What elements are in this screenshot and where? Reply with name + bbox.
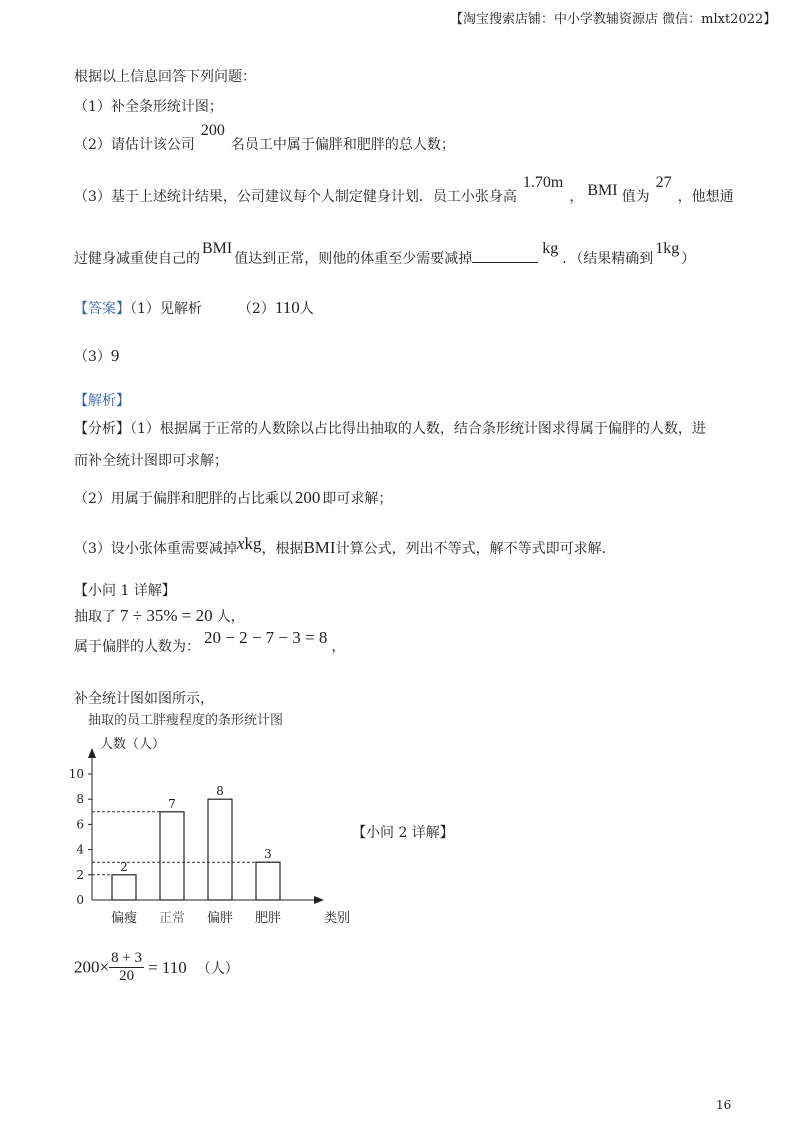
bar xyxy=(256,862,280,900)
sub1-l1a: 抽取了 xyxy=(74,609,116,625)
answer-2-value: 110 xyxy=(274,298,300,317)
x-tick-label: 偏胖 xyxy=(206,911,234,926)
q3-comma: ， xyxy=(569,189,584,205)
analysis-p3unit: kg xyxy=(244,534,262,553)
sub1-l1b: 人， xyxy=(216,609,245,625)
bar xyxy=(112,875,136,900)
q3-text-2c: ．（结果精确到 xyxy=(562,251,654,267)
analysis-p1a xyxy=(74,418,706,438)
x-tick-label: 正常 xyxy=(158,911,186,926)
y-tick-label: 0 xyxy=(76,893,84,907)
intro-text: 根据以上信息回答下列问题： xyxy=(74,69,256,85)
q3-text-a: （3）基于上述统计结果，公司建议每个人制定健身计划．员工小张身高 xyxy=(74,189,517,205)
question-2-suffix: 名员工中属于偏胖和肥胖的总人数； xyxy=(230,137,455,153)
y-tick-label: 10 xyxy=(68,767,84,781)
q3-text-2a: 过健身减重使自己的 xyxy=(74,251,200,267)
q3-height: 1.70m xyxy=(522,174,564,191)
q3-bmi-value: 27 xyxy=(655,174,672,191)
bar-value-label: 8 xyxy=(216,784,224,799)
answer-line-2 xyxy=(74,346,119,366)
answer-line-1 xyxy=(74,298,314,318)
analysis-p1b: 而补全统计图即可求解； xyxy=(74,453,228,469)
y-tick-label: 6 xyxy=(76,817,84,832)
question-3-line-2 xyxy=(74,240,696,268)
answer-tag: 【答案】 xyxy=(74,301,130,317)
analysis-p2a: （2）用属于偏胖和肥胖的占比乘以 xyxy=(74,491,293,507)
analysis-p1a-text: （1）根据属于正常的人数除以占比得出抽取的人数，结合条形统计图求得属于偏胖的人数，进 xyxy=(130,421,706,437)
question-2-prefix: （2）请估计该公司 xyxy=(74,137,195,153)
sub1-line-2 xyxy=(74,628,346,656)
q3-text-2b: 值达到正常，则他的体重至少需要减掉 xyxy=(234,251,473,267)
q3-bmi-text: 值为 xyxy=(621,189,650,205)
analysis-heading: 【解析】 xyxy=(74,393,130,409)
y-axis-arrow xyxy=(88,748,96,758)
analysis-p3a: （3）设小张体重需要减掉 xyxy=(74,541,237,557)
q3-bmi: BMI xyxy=(587,182,618,199)
y-tick-label: 2 xyxy=(76,867,84,882)
answer-1: （1）见解析 xyxy=(130,301,202,317)
header-shop-banner: 【淘宝搜索店铺：中小学教辅资源店 微信：mlxt2022】 xyxy=(450,12,777,27)
calc-denominator: 20 xyxy=(119,968,135,984)
bar-value-label: 3 xyxy=(264,847,272,862)
sub1-l1-eq: 7 ÷ 35% = 20 xyxy=(120,606,213,625)
calc-lhs: 200× xyxy=(74,957,110,977)
answer-3-prefix: （3） xyxy=(74,349,111,365)
q3-unit: kg xyxy=(542,240,559,257)
answer-2-unit: 人 xyxy=(299,301,314,317)
question-1: （1）补全条形统计图； xyxy=(74,99,223,115)
bar xyxy=(160,812,184,900)
bar xyxy=(208,799,232,900)
x-axis-arrow xyxy=(314,896,324,904)
question-2 xyxy=(74,122,455,154)
page-number: 16 xyxy=(716,1098,732,1112)
q3-bmi-2: BMI xyxy=(202,240,233,257)
analysis-p3bmi: BMI xyxy=(303,538,336,557)
q3-text-2d: ） xyxy=(681,251,696,267)
sub1-l2b: ， xyxy=(331,639,346,655)
x-tick-label: 偏瘦 xyxy=(110,911,138,926)
question-3-line-1 xyxy=(74,174,734,206)
sub2-tag: 【小问 2 详解】 xyxy=(352,825,454,841)
x-tick-label: 肥胖 xyxy=(254,911,282,926)
q3-precision: 1kg xyxy=(655,240,680,257)
answer-2-prefix: （2） xyxy=(237,301,275,317)
analysis-p3x: x xyxy=(236,534,245,553)
final-calculation xyxy=(74,950,239,985)
bar-value-label: 7 xyxy=(168,796,176,811)
answer-3-value: 9 xyxy=(110,346,120,365)
q3-text-b: ，他想通 xyxy=(677,189,734,205)
calc-unit: （人） xyxy=(196,960,239,977)
analysis-p3c: 计算公式，列出不等式，解不等式即可求解． xyxy=(335,541,616,557)
analysis-p2 xyxy=(74,488,392,508)
y-axis-label: 人数（人） xyxy=(100,737,166,752)
analysis-p2b: 即可求解； xyxy=(322,491,393,507)
sub1-line-3: 补全统计图如图所示， xyxy=(74,691,214,707)
x-axis-label: 类别 xyxy=(324,911,351,926)
analysis-p3b: ，根据 xyxy=(261,541,304,557)
analysis-p3 xyxy=(74,534,616,558)
question-2-number: 200 xyxy=(200,122,225,139)
sub1-l2a: 属于偏胖的人数为： xyxy=(74,639,200,655)
sub1-tag: 【小问 1 详解】 xyxy=(74,583,176,599)
bar-chart xyxy=(60,708,360,934)
bar-value-label: 2 xyxy=(120,859,128,874)
y-tick-label: 4 xyxy=(76,842,84,857)
analysis-p2n: 200 xyxy=(294,488,321,507)
sub1-l2-eq: 20 − 2 − 7 − 3 = 8 xyxy=(204,628,328,647)
calc-rhs: = 110 xyxy=(148,957,187,977)
answer-blank xyxy=(472,250,538,263)
calc-fraction xyxy=(109,950,144,985)
sub1-line-1 xyxy=(74,606,245,626)
y-tick-label: 8 xyxy=(76,792,84,807)
analysis-tag: 【分析】 xyxy=(74,421,130,437)
calc-numerator: 8 + 3 xyxy=(111,950,143,966)
chart-title: 抽取的员工胖瘦程度的条形统计图 xyxy=(88,713,284,728)
